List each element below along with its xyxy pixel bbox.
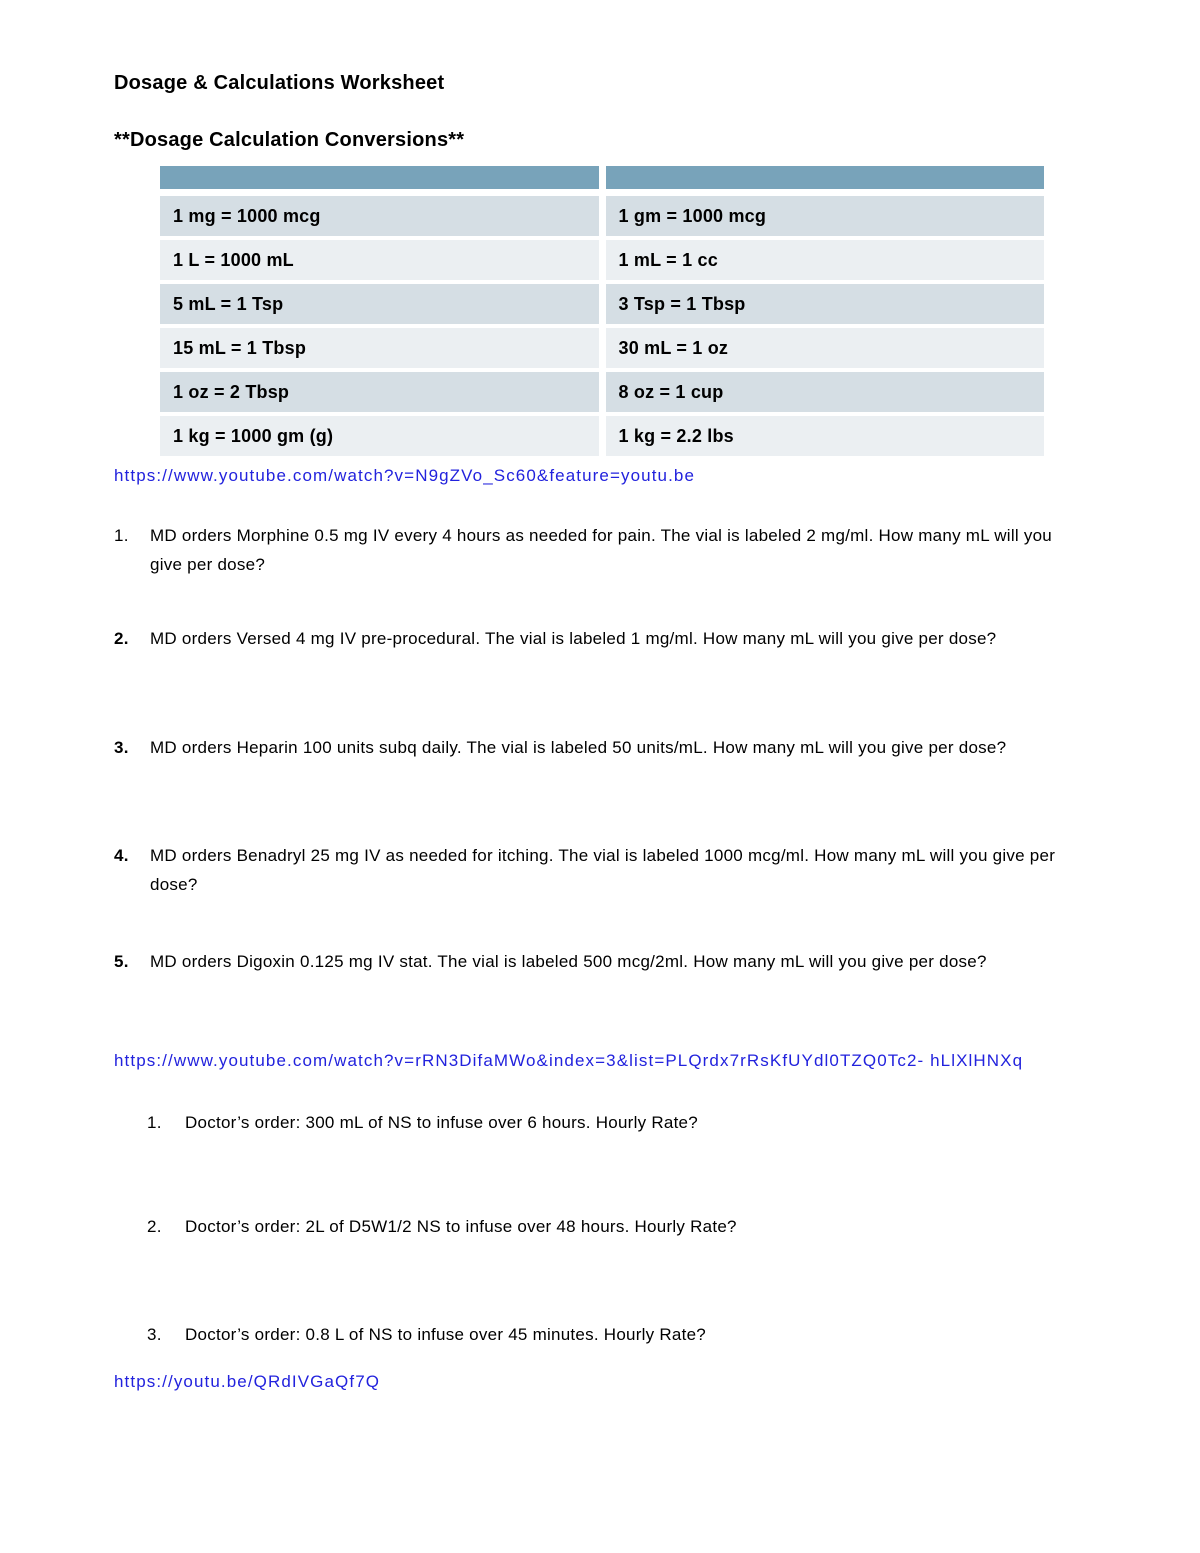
question-text: MD orders Versed 4 mg IV pre-procedural. The vial is labeled 1 mg/ml. How many mL will you give per dose? xyxy=(150,629,997,648)
table-header-row xyxy=(160,166,1044,189)
table-cell: 1 kg = 2.2 lbs xyxy=(606,416,1045,456)
question-text: Doctor’s order: 0.8 L of NS to infuse over 45 minutes. Hourly Rate? xyxy=(185,1325,707,1344)
table-row-2 xyxy=(160,240,1044,280)
table-header-cell-left xyxy=(160,166,599,189)
dosage-question-5 xyxy=(114,947,1085,976)
question-text: MD orders Heparin 100 units subq daily. The vial is labeled 50 units/mL. How many mL will you give per dose? xyxy=(150,738,1007,757)
infusion-question-2 xyxy=(147,1212,1085,1241)
question-text: MD orders Morphine 0.5 mg IV every 4 hours as needed for pain. The vial is labeled 2 mg/ml. How many mL will you give per dose? xyxy=(150,526,1053,574)
question-number: 4. xyxy=(114,846,129,865)
conversion-table xyxy=(160,166,1044,460)
table-row-4 xyxy=(160,328,1044,368)
table-cell: 1 kg = 1000 gm (g) xyxy=(160,416,599,456)
dosage-question-1 xyxy=(114,521,1085,579)
table-cell: 8 oz = 1 cup xyxy=(606,372,1045,412)
table-cell: 1 L = 1000 mL xyxy=(160,240,599,280)
table-cell: 30 mL = 1 oz xyxy=(606,328,1045,368)
table-cell: 5 mL = 1 Tsp xyxy=(160,284,599,324)
video-link-1[interactable]: https://www.youtube.com/watch?v=N9gZVo_Sc60&feature=youtu.be xyxy=(114,466,696,485)
question-number: 2. xyxy=(114,629,129,648)
table-cell: 3 Tsp = 1 Tbsp xyxy=(606,284,1045,324)
table-cell: 1 mL = 1 cc xyxy=(606,240,1045,280)
table-header-cell-right xyxy=(606,166,1045,189)
table-cell: 15 mL = 1 Tbsp xyxy=(160,328,599,368)
question-number: 3. xyxy=(114,738,129,757)
table-row-1 xyxy=(160,196,1044,236)
table-row-3 xyxy=(160,284,1044,324)
question-number: 1. xyxy=(114,526,129,545)
dosage-question-2 xyxy=(114,624,1085,653)
table-cell: 1 mg = 1000 mcg xyxy=(160,196,599,236)
video-link-2[interactable]: https://www.youtube.com/watch?v=rRN3DifaMWo&index=3&list=PLQrdx7rRsKfUYdl0TZQ0Tc2- hLlXlHNXq xyxy=(114,1051,1024,1070)
table-cell: 1 gm = 1000 mcg xyxy=(606,196,1045,236)
table-row-6 xyxy=(160,416,1044,456)
dosage-question-4 xyxy=(114,841,1085,899)
video-link-3[interactable]: https://youtu.be/QRdIVGaQf7Q xyxy=(114,1372,381,1391)
infusion-question-1 xyxy=(147,1108,1085,1137)
question-text: Doctor’s order: 2L of D5W1/2 NS to infuse over 48 hours. Hourly Rate? xyxy=(185,1217,737,1236)
question-text: MD orders Benadryl 25 mg IV as needed for itching. The vial is labeled 1000 mcg/ml. How many mL will you give per dose? xyxy=(150,846,1056,894)
question-text: MD orders Digoxin 0.125 mg IV stat. The vial is labeled 500 mcg/2ml. How many mL will you give per dose? xyxy=(150,952,987,971)
table-row-5 xyxy=(160,372,1044,412)
infusion-question-3 xyxy=(147,1320,1085,1349)
question-number: 2. xyxy=(147,1217,162,1236)
question-number: 5. xyxy=(114,952,129,971)
section-heading-conversions: **Dosage Calculation Conversions** xyxy=(114,129,465,151)
question-number: 3. xyxy=(147,1325,162,1344)
table-cell: 1 oz = 2 Tbsp xyxy=(160,372,599,412)
question-text: Doctor’s order: 300 mL of NS to infuse over 6 hours. Hourly Rate? xyxy=(185,1113,698,1132)
page-title: Dosage & Calculations Worksheet xyxy=(114,72,445,94)
dosage-question-3 xyxy=(114,733,1085,762)
question-number: 1. xyxy=(147,1113,162,1132)
